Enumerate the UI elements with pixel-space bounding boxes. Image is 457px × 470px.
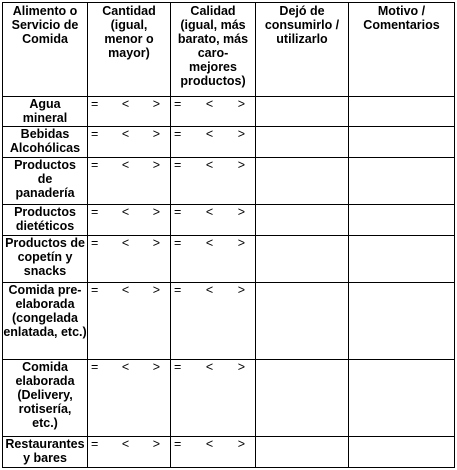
cantidad-options [88, 283, 170, 297]
less-symbol: < [121, 236, 130, 250]
greater-symbol: > [152, 236, 160, 250]
cantidad-cell [88, 360, 171, 437]
dejo-cell [256, 127, 349, 158]
header-alimento: Alimento o Servicio de Comida [3, 3, 88, 97]
greater-symbol: > [237, 127, 245, 141]
calidad-options [171, 158, 255, 172]
equal-symbol: = [91, 97, 99, 111]
less-symbol: < [205, 127, 214, 141]
equal-symbol: = [91, 236, 99, 250]
item-comida-elaborada: Comida elaborada (Delivery, rotisería, etc.) [3, 360, 88, 437]
motivo-cell [349, 437, 455, 468]
dejo-cell [256, 283, 349, 360]
cantidad-cell [88, 236, 171, 283]
table-row [3, 97, 455, 127]
motivo-cell [349, 360, 455, 437]
less-symbol: < [121, 205, 130, 219]
equal-symbol: = [91, 360, 99, 374]
calidad-options [171, 283, 255, 297]
greater-symbol: > [152, 437, 160, 451]
less-symbol: < [121, 158, 130, 172]
equal-symbol: = [91, 437, 99, 451]
dejo-cell [256, 158, 349, 205]
header-calidad: Calidad (igual, más barato, más caro-mejores productos) [171, 3, 256, 97]
less-symbol: < [121, 283, 130, 297]
calidad-cell [171, 127, 256, 158]
greater-symbol: > [237, 283, 245, 297]
calidad-cell [171, 158, 256, 205]
greater-symbol: > [237, 158, 245, 172]
less-symbol: < [121, 97, 130, 111]
cantidad-options [88, 236, 170, 250]
equal-symbol: = [174, 360, 182, 374]
header-cantidad: Cantidad (igual, menor o mayor) [88, 3, 171, 97]
table-row [3, 283, 455, 360]
dejo-cell [256, 437, 349, 468]
less-symbol: < [205, 437, 214, 451]
item-productos-dieteticos: Productos dietéticos [3, 205, 88, 236]
item-bebidas-alcoholicas: Bebidas Alcohólicas [3, 127, 88, 158]
greater-symbol: > [152, 283, 160, 297]
table-row [3, 360, 455, 437]
less-symbol: < [205, 283, 214, 297]
cantidad-cell [88, 127, 171, 158]
equal-symbol: = [174, 236, 182, 250]
calidad-options [171, 437, 255, 451]
less-symbol: < [205, 158, 214, 172]
table-row [3, 236, 455, 283]
equal-symbol: = [174, 437, 182, 451]
motivo-cell [349, 236, 455, 283]
greater-symbol: > [152, 205, 160, 219]
table-row [3, 127, 455, 158]
greater-symbol: > [152, 127, 160, 141]
calidad-cell [171, 283, 256, 360]
less-symbol: < [121, 127, 130, 141]
cantidad-options [88, 437, 170, 451]
cantidad-cell [88, 437, 171, 468]
greater-symbol: > [237, 236, 245, 250]
item-comida-pre-elaborada: Comida pre-elaborada (congelada enlatada, etc.) [3, 283, 88, 360]
equal-symbol: = [91, 205, 99, 219]
cantidad-options [88, 205, 170, 219]
calidad-cell [171, 360, 256, 437]
header-dejo: Dejó de consumirlo / utilizarlo [256, 3, 349, 97]
cantidad-cell [88, 205, 171, 236]
calidad-options [171, 236, 255, 250]
survey-table [2, 2, 455, 468]
cantidad-options [88, 158, 170, 172]
cantidad-cell [88, 97, 171, 127]
greater-symbol: > [237, 360, 245, 374]
cantidad-cell [88, 283, 171, 360]
item-productos-panaderia: Productos de panadería [3, 158, 88, 205]
motivo-cell [349, 158, 455, 205]
greater-symbol: > [237, 437, 245, 451]
calidad-options [171, 97, 255, 111]
greater-symbol: > [152, 97, 160, 111]
greater-symbol: > [152, 360, 160, 374]
greater-symbol: > [237, 205, 245, 219]
greater-symbol: > [152, 158, 160, 172]
dejo-cell [256, 97, 349, 127]
less-symbol: < [205, 97, 214, 111]
less-symbol: < [121, 360, 130, 374]
cantidad-options [88, 97, 170, 111]
cantidad-options [88, 127, 170, 141]
motivo-cell [349, 97, 455, 127]
item-agua-mineral: Agua mineral [3, 97, 88, 127]
table-row [3, 158, 455, 205]
calidad-cell [171, 97, 256, 127]
calidad-options [171, 205, 255, 219]
equal-symbol: = [174, 283, 182, 297]
calidad-cell [171, 437, 256, 468]
cantidad-cell [88, 158, 171, 205]
header-motivo: Motivo / Comentarios [349, 3, 455, 97]
item-restaurantes-bares: Restaurantes y bares [3, 437, 88, 468]
equal-symbol: = [174, 97, 182, 111]
item-productos-copetin-snacks: Productos de copetín y snacks [3, 236, 88, 283]
equal-symbol: = [174, 158, 182, 172]
equal-symbol: = [91, 158, 99, 172]
motivo-cell [349, 127, 455, 158]
calidad-options [171, 360, 255, 374]
motivo-cell [349, 283, 455, 360]
calidad-cell [171, 236, 256, 283]
cantidad-options [88, 360, 170, 374]
less-symbol: < [205, 205, 214, 219]
equal-symbol: = [174, 127, 182, 141]
dejo-cell [256, 236, 349, 283]
less-symbol: < [205, 360, 214, 374]
greater-symbol: > [237, 97, 245, 111]
calidad-options [171, 127, 255, 141]
less-symbol: < [121, 437, 130, 451]
calidad-cell [171, 205, 256, 236]
header-row [3, 3, 455, 97]
equal-symbol: = [91, 283, 99, 297]
equal-symbol: = [91, 127, 99, 141]
less-symbol: < [205, 236, 214, 250]
dejo-cell [256, 205, 349, 236]
equal-symbol: = [174, 205, 182, 219]
dejo-cell [256, 360, 349, 437]
motivo-cell [349, 205, 455, 236]
table-row [3, 437, 455, 468]
table-row [3, 205, 455, 236]
